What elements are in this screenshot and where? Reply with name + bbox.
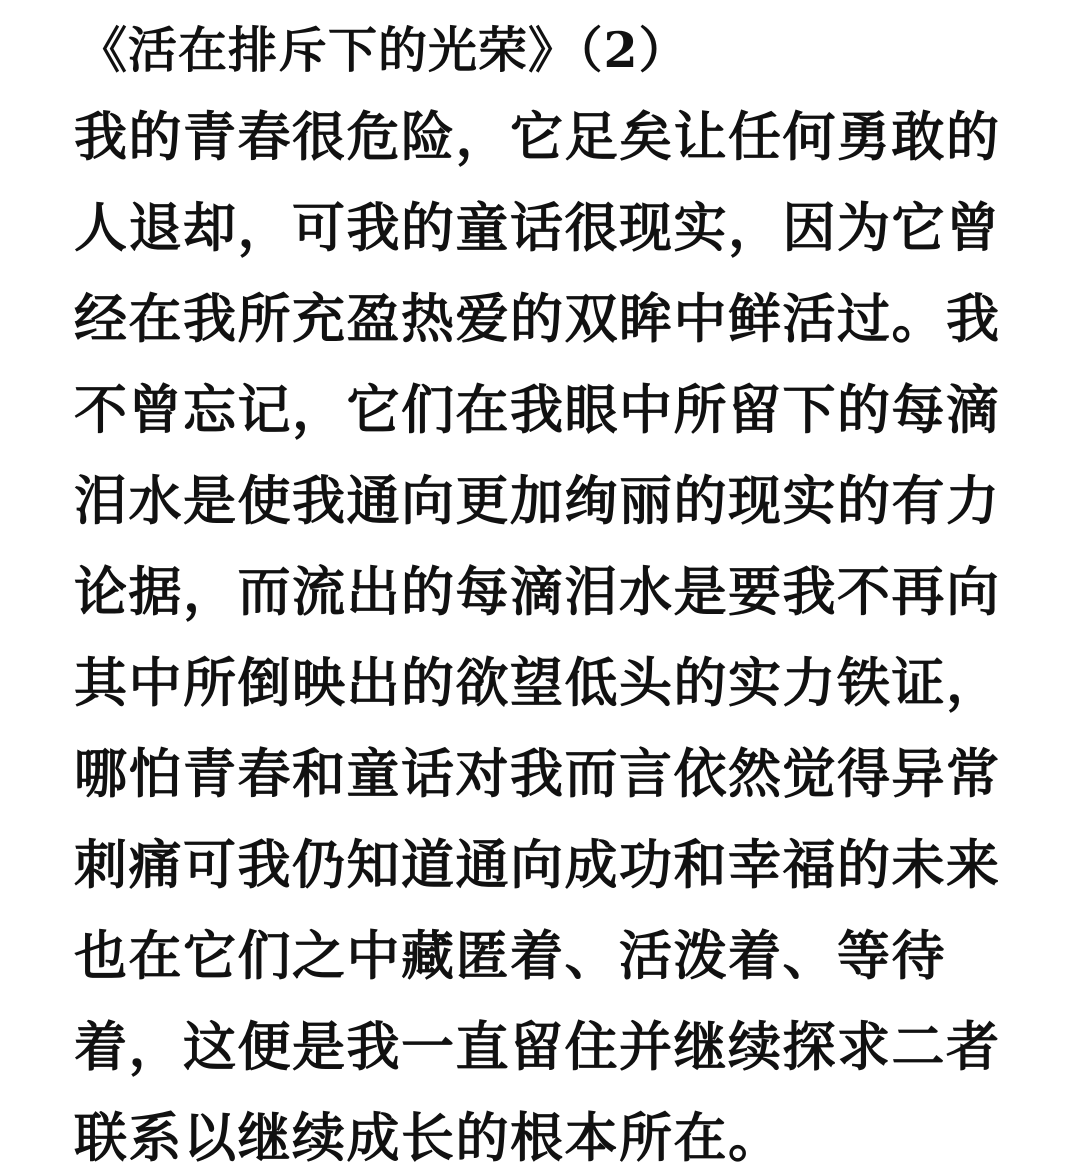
text-line: 刺痛可我仍知道通向成功和幸福的未来 xyxy=(74,834,1001,896)
text-line: 联系以继续成长的根本所在。 xyxy=(74,1107,783,1168)
text-line: 哪怕青春和童话对我而言依然觉得异常 xyxy=(74,743,1001,805)
text-line: 人退却，可我的童话很现实，因为它曾 xyxy=(74,197,1001,259)
text-line: 其中所倒映出的欲望低头的实力铁证， xyxy=(74,652,1001,714)
text-line: 经在我所充盈热爱的双眸中鲜活过。我 xyxy=(74,288,1001,350)
text-line: 着，这便是我一直留住并继续探求二者 xyxy=(74,1016,1001,1078)
document-body xyxy=(74,92,1014,1168)
text-line: 论据，而流出的每滴泪水是要我不再向 xyxy=(74,561,1001,623)
text-line: 也在它们之中藏匿着、活泼着、等待 xyxy=(74,925,946,987)
text-line: 不曾忘记，它们在我眼中所留下的每滴 xyxy=(74,379,1001,441)
document-title: 《活在排斥下的光荣》（2） xyxy=(78,21,689,79)
text-line: 我的青春很危险，它足矣让任何勇敢的 xyxy=(74,106,1001,168)
text-line: 泪水是使我通向更加绚丽的现实的有力 xyxy=(74,470,1001,532)
